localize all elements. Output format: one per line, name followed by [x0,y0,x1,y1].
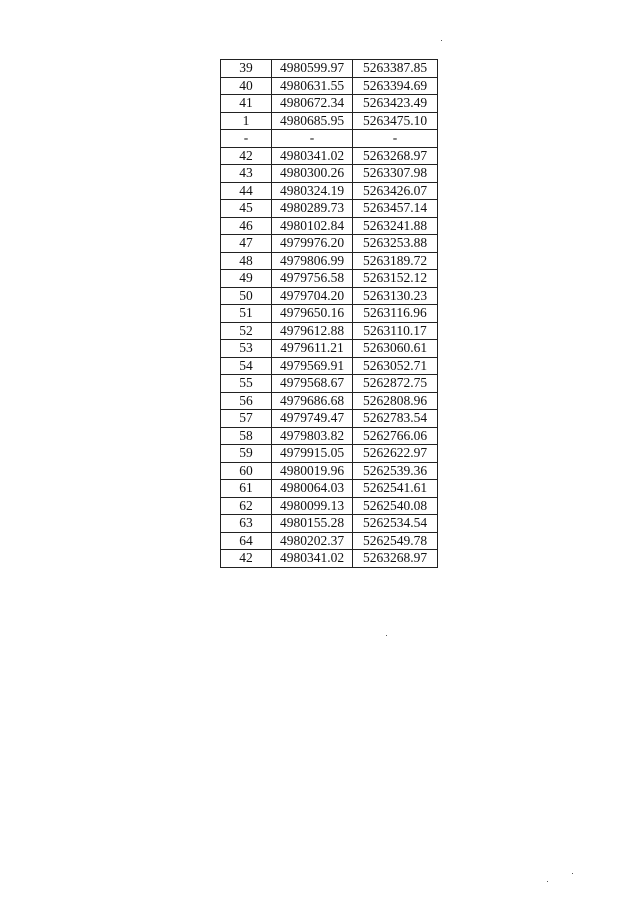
x-coordinate-cell: 4980300.26 [272,165,353,183]
y-coordinate-cell: 5262539.36 [353,462,438,480]
x-coordinate-cell: 4980099.13 [272,497,353,515]
x-coordinate-cell: 4979803.82 [272,427,353,445]
point-number-cell: 49 [221,270,272,288]
scan-speck [386,635,387,636]
table-row [221,235,438,253]
y-coordinate-cell: 5262541.61 [353,480,438,498]
point-number-cell: 58 [221,427,272,445]
y-coordinate-cell: 5263189.72 [353,252,438,270]
y-coordinate-cell: 5262766.06 [353,427,438,445]
table-row [221,427,438,445]
y-coordinate-cell: 5262783.54 [353,410,438,428]
y-coordinate-cell: 5262540.08 [353,497,438,515]
table-row [221,147,438,165]
x-coordinate-cell: 4980064.03 [272,480,353,498]
table-row [221,95,438,113]
x-coordinate-cell: 4980155.28 [272,515,353,533]
point-number-cell: 61 [221,480,272,498]
table-row [221,410,438,428]
table-row [221,77,438,95]
point-number-cell: 56 [221,392,272,410]
table-row [221,497,438,515]
table-row [221,217,438,235]
x-coordinate-cell: 4980341.02 [272,147,353,165]
table-row [221,392,438,410]
y-coordinate-cell: 5263152.12 [353,270,438,288]
point-number-cell: 46 [221,217,272,235]
point-number-cell: 64 [221,532,272,550]
y-coordinate-cell: 5263426.07 [353,182,438,200]
point-number-cell: 53 [221,340,272,358]
point-number-cell: 40 [221,77,272,95]
point-number-cell: 43 [221,165,272,183]
coordinates-table-body [221,60,438,568]
table-row [221,165,438,183]
x-coordinate-cell: 4980341.02 [272,550,353,568]
table-row [221,60,438,78]
x-coordinate-cell: 4979976.20 [272,235,353,253]
x-coordinate-cell: 4979611.21 [272,340,353,358]
x-coordinate-cell: 4980202.37 [272,532,353,550]
x-coordinate-cell: 4979569.91 [272,357,353,375]
y-coordinate-cell: 5262622.97 [353,445,438,463]
x-coordinate-cell: 4979749.47 [272,410,353,428]
point-number-cell: 51 [221,305,272,323]
scan-speck [547,881,548,882]
x-coordinate-cell: 4979704.20 [272,287,353,305]
point-number-cell: 39 [221,60,272,78]
x-coordinate-cell: 4980102.84 [272,217,353,235]
point-number-cell: 63 [221,515,272,533]
table-row [221,480,438,498]
point-number-cell: 50 [221,287,272,305]
point-number-cell: 60 [221,462,272,480]
y-coordinate-cell: 5263253.88 [353,235,438,253]
y-coordinate-cell: 5263110.17 [353,322,438,340]
point-number-cell: 57 [221,410,272,428]
x-coordinate-cell: 4980599.97 [272,60,353,78]
y-coordinate-cell: 5263307.98 [353,165,438,183]
point-number-cell: 45 [221,200,272,218]
table-row [221,462,438,480]
table-row [221,322,438,340]
x-coordinate-cell: 4980324.19 [272,182,353,200]
point-number-cell: 44 [221,182,272,200]
table-row [221,375,438,393]
point-number-cell: 47 [221,235,272,253]
table-row [221,305,438,323]
table-row [221,252,438,270]
point-number-cell: 52 [221,322,272,340]
y-coordinate-cell: 5263457.14 [353,200,438,218]
y-coordinate-cell: 5263387.85 [353,60,438,78]
table-row [221,340,438,358]
coordinates-table [220,59,438,568]
table-row [221,130,438,148]
x-coordinate-cell: 4979612.88 [272,322,353,340]
table-row [221,357,438,375]
x-coordinate-cell: - [272,130,353,148]
table-row [221,532,438,550]
x-coordinate-cell: 4980289.73 [272,200,353,218]
point-number-cell: 1 [221,112,272,130]
y-coordinate-cell: 5262872.75 [353,375,438,393]
x-coordinate-cell: 4980019.96 [272,462,353,480]
x-coordinate-cell: 4979686.68 [272,392,353,410]
y-coordinate-cell: 5263241.88 [353,217,438,235]
table-row [221,287,438,305]
y-coordinate-cell: 5263130.23 [353,287,438,305]
y-coordinate-cell: - [353,130,438,148]
point-number-cell: 55 [221,375,272,393]
x-coordinate-cell: 4979568.67 [272,375,353,393]
x-coordinate-cell: 4980672.34 [272,95,353,113]
table-row [221,112,438,130]
x-coordinate-cell: 4979756.58 [272,270,353,288]
y-coordinate-cell: 5262808.96 [353,392,438,410]
table-row [221,515,438,533]
table-row [221,200,438,218]
x-coordinate-cell: 4979650.16 [272,305,353,323]
y-coordinate-cell: 5263394.69 [353,77,438,95]
y-coordinate-cell: 5262549.78 [353,532,438,550]
x-coordinate-cell: 4979915.05 [272,445,353,463]
scan-speck [572,873,573,874]
point-number-cell: 48 [221,252,272,270]
table-row [221,182,438,200]
scan-speck [441,40,442,41]
x-coordinate-cell: 4980631.55 [272,77,353,95]
point-number-cell: 62 [221,497,272,515]
point-number-cell: 59 [221,445,272,463]
table-row [221,550,438,568]
table-row [221,445,438,463]
point-number-cell: 54 [221,357,272,375]
x-coordinate-cell: 4980685.95 [272,112,353,130]
point-number-cell: 41 [221,95,272,113]
y-coordinate-cell: 5263116.96 [353,305,438,323]
y-coordinate-cell: 5263268.97 [353,550,438,568]
y-coordinate-cell: 5262534.54 [353,515,438,533]
y-coordinate-cell: 5263423.49 [353,95,438,113]
point-number-cell: - [221,130,272,148]
y-coordinate-cell: 5263052.71 [353,357,438,375]
y-coordinate-cell: 5263060.61 [353,340,438,358]
y-coordinate-cell: 5263268.97 [353,147,438,165]
x-coordinate-cell: 4979806.99 [272,252,353,270]
point-number-cell: 42 [221,550,272,568]
table-row [221,270,438,288]
y-coordinate-cell: 5263475.10 [353,112,438,130]
point-number-cell: 42 [221,147,272,165]
